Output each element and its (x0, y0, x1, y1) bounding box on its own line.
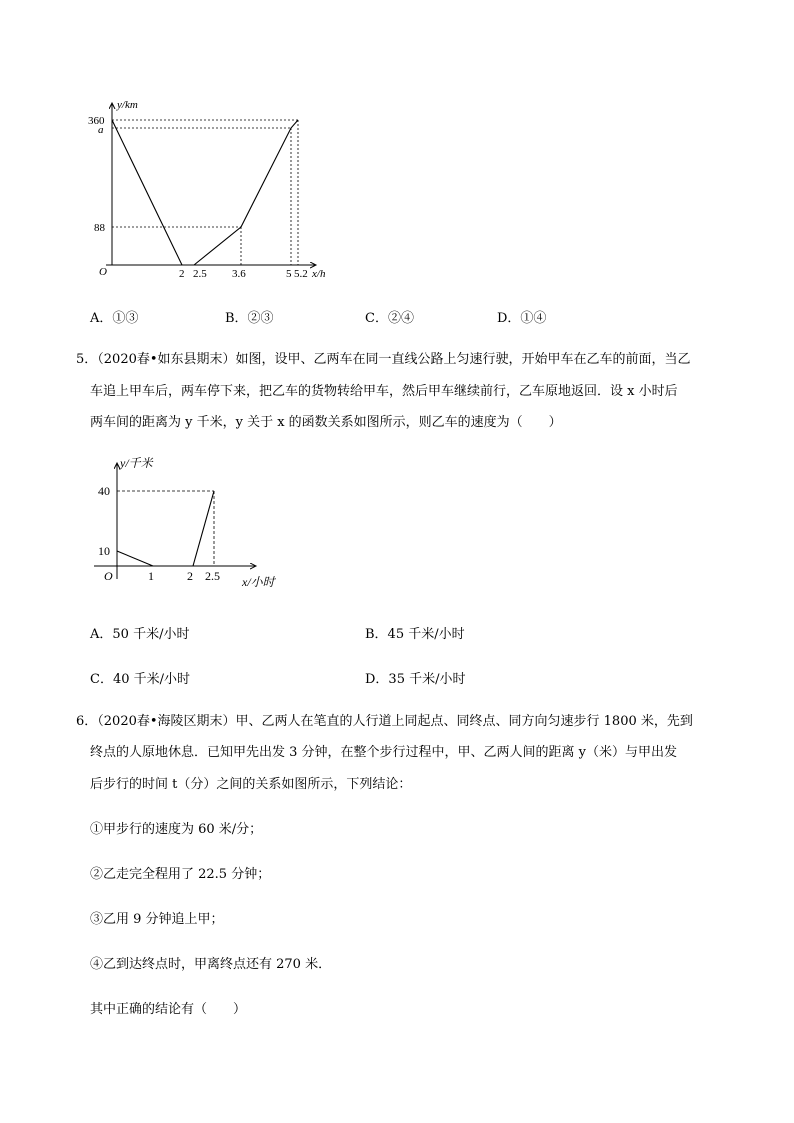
q5-chart (90, 455, 300, 595)
q4-ytick-360: 360 (88, 115, 105, 127)
q4-graph-line (112, 120, 298, 265)
q4-xtick-2: 2 (179, 268, 185, 280)
q4-xtick-5-2: 5.2 (294, 268, 308, 280)
q4-option-d[interactable]: D．①④ (497, 311, 547, 326)
q4-xtick-5: 5 (286, 268, 292, 280)
q4-ytick-a: a (98, 124, 104, 136)
q5-line3: 两车间的距离为 y 千米，y 关于 x 的函数关系如图所示，则乙车的速度为（ ） (90, 415, 562, 430)
q6-statement-2: ②乙走完全程用了 22.5 分钟； (90, 867, 271, 882)
q4-ytick-88: 88 (94, 222, 105, 234)
q5-segment-2 (193, 491, 214, 566)
q6-line2: 终点的人原地休息．已知甲先出发 3 分钟，在整个步行过程中，甲、乙两人间的距离 y（米）与甲出发 (90, 745, 678, 760)
q6-line1: 6．（2020春•海陵区期末）甲、乙两人在笔直的人行道上同起点、同终点、同方向匀速步行 1800 米，先到 (76, 714, 693, 729)
q4-xtick-3-6: 3.6 (232, 268, 246, 280)
q6-line3: 后步行的时间 t（分）之间的关系如图所示，下列结论： (90, 777, 412, 792)
q6-statement-1: ①甲步行的速度为 60 米/分； (90, 822, 263, 837)
q6-question: 其中正确的结论有（ ） (90, 1002, 247, 1017)
q5-xtick-1: 1 (148, 569, 154, 583)
q4-option-a[interactable]: A．①③ (90, 311, 139, 326)
q5-option-c[interactable]: C．40 千米/小时 (90, 672, 191, 687)
q4-chart (84, 95, 334, 285)
q5-segment-1 (117, 551, 153, 566)
q5-line2: 车追上甲车后，两车停下来，把乙车的货物转给甲车，然后甲车继续前行，乙车原地返回．设 x 小时后 (90, 384, 678, 399)
q5-ytick-10: 10 (98, 544, 110, 558)
q5-xlabel: x/小时 (242, 575, 275, 589)
q5-option-d[interactable]: D．35 千米/小时 (365, 672, 466, 687)
q5-ylabel: y/千米 (120, 456, 153, 470)
q4-xtick-2-5: 2.5 (193, 268, 207, 280)
q4-ylabel: y/km (117, 99, 138, 111)
q5-option-b[interactable]: B．45 千米/小时 (365, 627, 465, 642)
q5-option-a[interactable]: A．50 千米/小时 (90, 627, 190, 642)
q4-option-c[interactable]: C．②④ (365, 311, 414, 326)
q5-xtick-2-5: 2.5 (205, 569, 220, 583)
q5-ytick-40: 40 (98, 484, 110, 498)
q6-statement-3: ③乙用 9 分钟追上甲； (90, 912, 224, 927)
q6-statement-4: ④乙到达终点时，甲离终点还有 270 米． (90, 957, 332, 972)
q4-option-b[interactable]: B．②③ (225, 311, 274, 326)
q4-xlabel: x/h (312, 268, 326, 280)
q4-origin: O (99, 266, 107, 278)
q5-line1: 5．（2020春•如东县期末）如图，设甲、乙两车在同一直线公路上匀速行驶，开始甲车在乙车的前面，当乙 (76, 352, 691, 367)
q5-xtick-2: 2 (187, 569, 193, 583)
q5-origin: O (104, 569, 113, 583)
